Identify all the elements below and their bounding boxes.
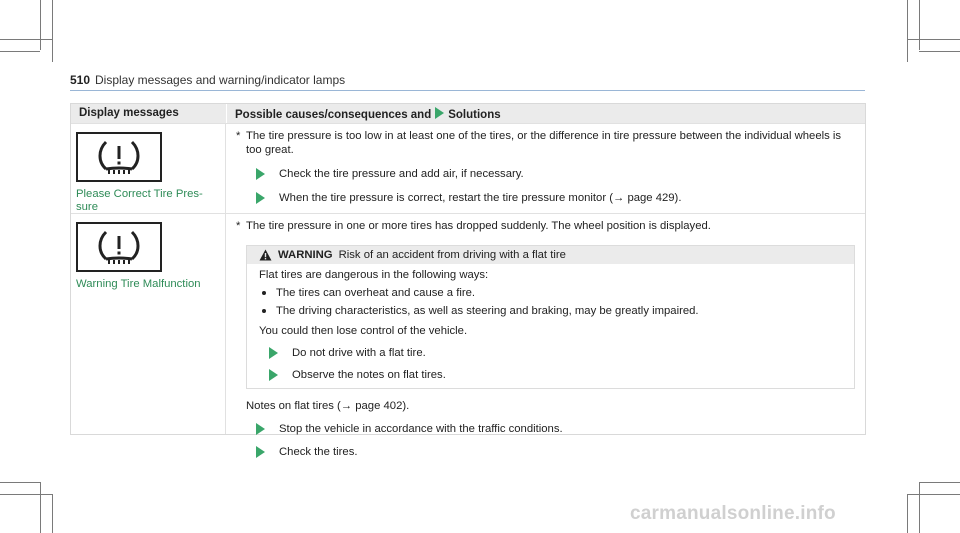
green-arrow-icon <box>256 423 265 435</box>
cause-text: The tire pressure is too low in at least one of the tires, or the difference in tire pressure between the individual wheels is too great. <box>246 130 842 156</box>
cause-line <box>236 129 855 157</box>
table-header <box>71 104 865 123</box>
warning-triangle-icon <box>259 249 272 261</box>
crop-mark <box>52 494 53 533</box>
green-arrow-icon <box>256 192 265 204</box>
col-header-solutions-label: Solutions <box>448 109 501 121</box>
page-title: Display messages and warning/indicator lamps <box>95 73 346 87</box>
warning-label: WARNING <box>278 249 333 261</box>
green-arrow-icon <box>269 369 278 381</box>
crop-mark <box>907 494 960 495</box>
causes-cell <box>226 214 865 458</box>
warning-intro: Flat tires are dangerous in the following ways: <box>259 269 489 281</box>
note-text: Notes on flat tires (→ page 402). <box>246 400 410 412</box>
step-text: Check the tire pressure and add air, if necessary. <box>279 168 524 180</box>
crop-mark <box>52 0 53 62</box>
step-text: Observe the notes on flat tires. <box>292 369 446 381</box>
green-arrow-icon <box>256 446 265 458</box>
bullet-icon <box>262 309 266 313</box>
crop-mark <box>40 0 41 50</box>
message-cell <box>71 124 226 213</box>
col-header-display-messages: Display messages <box>79 107 179 119</box>
green-arrow-icon <box>435 107 444 119</box>
col-header-causes <box>226 104 865 123</box>
asterisk: * <box>236 130 241 142</box>
col-header-causes-label: Possible causes/consequences and <box>235 109 432 121</box>
solution-step <box>236 422 855 436</box>
crop-mark <box>0 39 52 40</box>
crop-mark <box>919 482 920 533</box>
warning-box <box>246 245 855 389</box>
page-number: 510 <box>70 73 91 87</box>
solution-step <box>236 191 855 205</box>
bullet-text: The driving characteristics, as well as steering and braking, may be greatly impaired. <box>276 305 699 317</box>
message-name: Please Correct Tire Pres- sure <box>76 188 203 213</box>
bullet-text: The tires can overheat and cause a fire. <box>276 287 476 299</box>
warning-title: Risk of an accident from driving with a flat tire <box>338 249 566 261</box>
table-row <box>71 213 865 458</box>
crop-mark <box>907 39 960 40</box>
cause-text: The tire pressure in one or more tires has dropped suddenly. The wheel position is displayed. <box>246 220 711 232</box>
step-text: When the tire pressure is correct, restart the tire pressure monitor (→ page 429). <box>279 192 682 204</box>
crop-mark <box>0 51 40 52</box>
warning-header <box>247 246 854 264</box>
tire-pressure-warning-icon <box>76 132 162 182</box>
warning-body <box>247 264 854 388</box>
bullet-icon <box>262 291 266 295</box>
cause-line <box>236 219 855 233</box>
tire-pressure-warning-icon <box>76 222 162 272</box>
crop-mark <box>40 482 41 533</box>
solution-step <box>259 346 844 360</box>
crop-mark <box>907 494 908 533</box>
crop-mark <box>919 482 960 483</box>
crop-mark <box>919 0 920 50</box>
step-text: Check the tires. <box>279 446 358 458</box>
message-name: Warning Tire Malfunction <box>76 278 201 290</box>
list-item <box>259 304 844 318</box>
table-row <box>71 123 865 213</box>
causes-cell <box>226 124 865 213</box>
crop-mark <box>907 0 908 62</box>
green-arrow-icon <box>269 347 278 359</box>
crop-mark <box>0 482 40 483</box>
watermark: carmanualsonline.info <box>630 503 836 524</box>
messages-table <box>70 103 866 458</box>
crop-mark <box>0 494 52 495</box>
message-cell <box>71 214 226 434</box>
warning-consequence: You could then lose control of the vehicle. <box>259 325 468 337</box>
step-text: Do not drive with a flat tire. <box>292 347 426 359</box>
crop-mark <box>919 51 960 52</box>
solution-step <box>236 167 855 181</box>
solution-step <box>236 445 855 459</box>
asterisk: * <box>236 220 241 232</box>
green-arrow-icon <box>256 168 265 180</box>
header-rule <box>70 90 865 91</box>
list-item <box>259 286 844 300</box>
step-text: Stop the vehicle in accordance with the traffic conditions. <box>279 423 563 435</box>
solution-step <box>259 368 844 382</box>
